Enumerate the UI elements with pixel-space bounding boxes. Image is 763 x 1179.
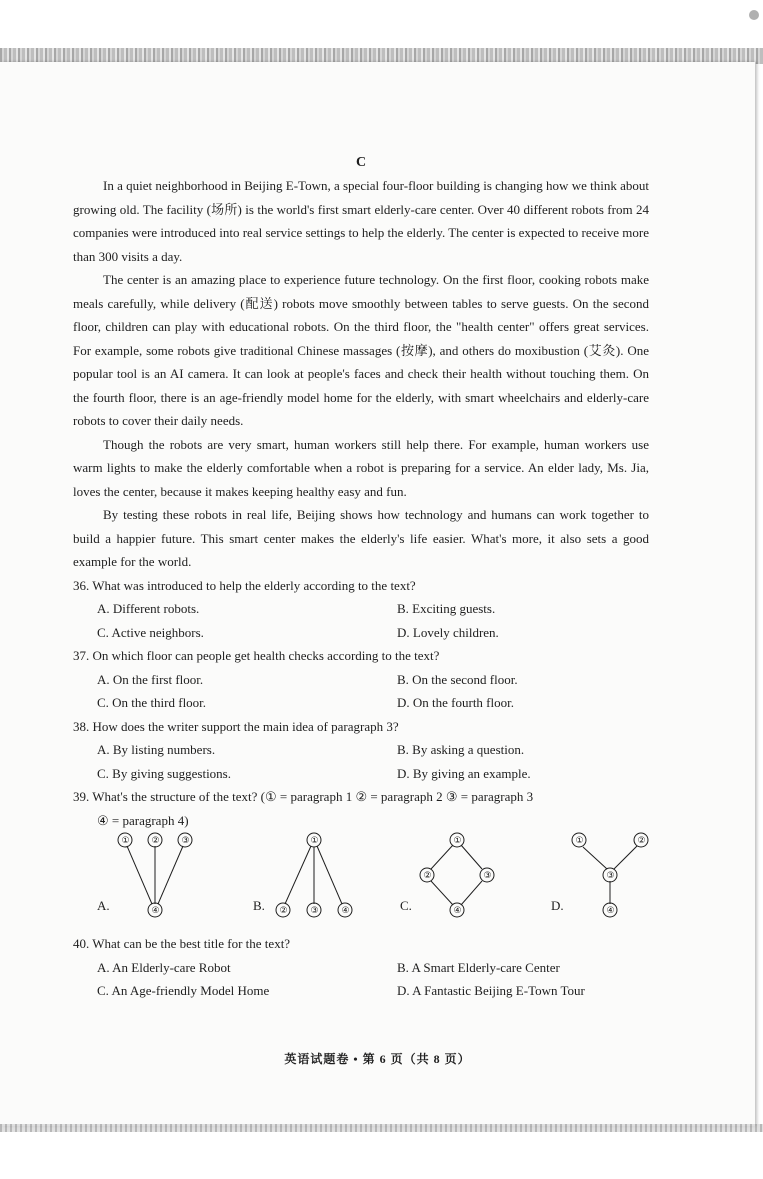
diagram-c-node-1: ① — [453, 836, 462, 846]
option-40-b[interactable]: B. A Smart Elderly-care Center — [397, 959, 560, 975]
diagram-c-node-2: ② — [423, 871, 432, 881]
paragraph-4: By testing these robots in real life, Beijing shows how technology and humans can work together to build a happier future. This smart center makes the elderly's life easier. What's more, it also sets a good example for the world. — [73, 507, 649, 569]
diagram-d-node-4: ④ — [606, 906, 615, 916]
diagram-d-node-2: ② — [637, 836, 646, 846]
diagram-b[interactable] — [253, 832, 363, 926]
diagram-a-node-1: ① — [121, 836, 130, 846]
question-38-options — [73, 738, 649, 785]
reading-passage — [73, 152, 649, 1003]
diagram-b-node-1: ① — [310, 836, 319, 846]
option-40-c[interactable]: C. An Age-friendly Model Home — [97, 983, 270, 998]
diagram-b-node-2: ② — [279, 906, 288, 916]
diagram-c-node-4: ④ — [453, 906, 462, 916]
diagram-b-graph — [253, 832, 363, 922]
option-37-c[interactable]: C. On the third floor. — [97, 695, 207, 710]
diagram-d-node-3: ③ — [606, 871, 615, 881]
corner-dot — [749, 10, 759, 20]
diagram-d-graph — [551, 832, 661, 922]
diagram-b-node-4: ④ — [341, 906, 350, 916]
diagram-a-node-3: ③ — [181, 836, 190, 846]
diagram-d-node-1: ① — [575, 836, 584, 846]
question-40-options — [73, 956, 649, 1003]
option-38-a[interactable]: A. By listing numbers. — [97, 742, 216, 757]
option-36-c[interactable]: C. Active neighbors. — [97, 624, 204, 640]
question-36: 36. What was introduced to help the elderly according to the text? — [73, 577, 416, 593]
paragraph-2: The center is an amazing place to experience future technology. On the first floor, cooking robots make meals carefully, while delivery (配送) robots move smoothly between tables to serve guests. On the second floor, children can play with educational robots. On the third floor, the "health center" offers great services. For example, some robots give traditional Chinese massages (按摩), and others do moxibustion (艾灸). One popular tool is an AI camera. It can look at people's faces and check their health without touching them. On the fourth floor, there is an age-friendly model home for the elderly, with smart wheelchairs and elderly-care robots to cover their daily needs. — [73, 272, 649, 428]
option-37-d[interactable]: D. On the fourth floor. — [397, 695, 514, 710]
question-36-options — [73, 597, 649, 644]
background-top — [0, 0, 763, 48]
option-38-d[interactable]: D. By giving an example. — [397, 765, 531, 781]
diagram-c-label: C. — [400, 898, 412, 913]
diagram-b-node-3: ③ — [310, 906, 319, 916]
diagram-a-label: A. — [97, 898, 110, 913]
diagram-a-graph — [97, 832, 207, 922]
option-38-b[interactable]: B. By asking a question. — [397, 742, 525, 757]
diagram-d-label: D. — [551, 898, 564, 913]
diagram-c-graph — [400, 832, 510, 922]
page-footer: 英语试题卷 • 第 6 页（共 8 页） — [284, 1052, 471, 1066]
diagram-a-node-4: ④ — [151, 906, 160, 916]
paragraph-1: In a quiet neighborhood in Beijing E-Town, a special four-floor building is changing how we think about growing old. The facility (场所) is the world's first smart elderly-care center. Over 40 different robots from 24 companies were introduced into real service settings to help the elderly. The center is expected to receive more than 300 visits a day. — [73, 178, 649, 264]
diagram-a-node-2: ② — [151, 836, 160, 846]
diagram-d[interactable] — [551, 832, 661, 926]
diagram-c-node-3: ③ — [483, 871, 492, 881]
diagram-a[interactable] — [97, 832, 207, 926]
question-40: 40. What can be the best title for the text? — [73, 936, 291, 951]
option-36-a[interactable]: A. Different robots. — [97, 601, 200, 616]
diagram-b-label: B. — [253, 898, 265, 913]
option-40-d[interactable]: D. A Fantastic Beijing E-Town Tour — [397, 983, 585, 998]
paper-edge-bottom — [0, 1124, 763, 1132]
option-36-d[interactable]: D. Lovely children. — [397, 624, 499, 640]
option-36-b[interactable]: B. Exciting guests. — [397, 601, 496, 616]
question-39-line-2: ④ = paragraph 4) — [97, 812, 189, 828]
diagram-c[interactable] — [400, 832, 510, 926]
option-37-a[interactable]: A. On the first floor. — [97, 671, 204, 687]
option-40-a[interactable]: A. An Elderly-care Robot — [97, 959, 231, 975]
option-38-c[interactable]: C. By giving suggestions. — [97, 765, 231, 781]
question-38: 38. How does the writer support the main idea of paragraph 3? — [73, 718, 399, 734]
structure-diagrams — [73, 832, 649, 932]
option-37-b[interactable]: B. On the second floor. — [397, 671, 518, 687]
question-39-line-1: 39. What's the structure of the text? (① = paragraph 1 ② = paragraph 2 ③ = paragraph 3 — [73, 789, 534, 804]
section-letter: C — [355, 155, 367, 170]
question-37: 37. On which floor can people get health checks according to the text? — [73, 648, 440, 663]
question-37-options — [73, 668, 649, 715]
paragraph-3: Though the robots are very smart, human workers still help there. For example, human workers use warm lights to make the elderly comfortable when a robot is preparing for a service. An elder lady, Ms. Jia, loves the center, because it makes keeping healthy easy and fun. — [73, 436, 649, 499]
